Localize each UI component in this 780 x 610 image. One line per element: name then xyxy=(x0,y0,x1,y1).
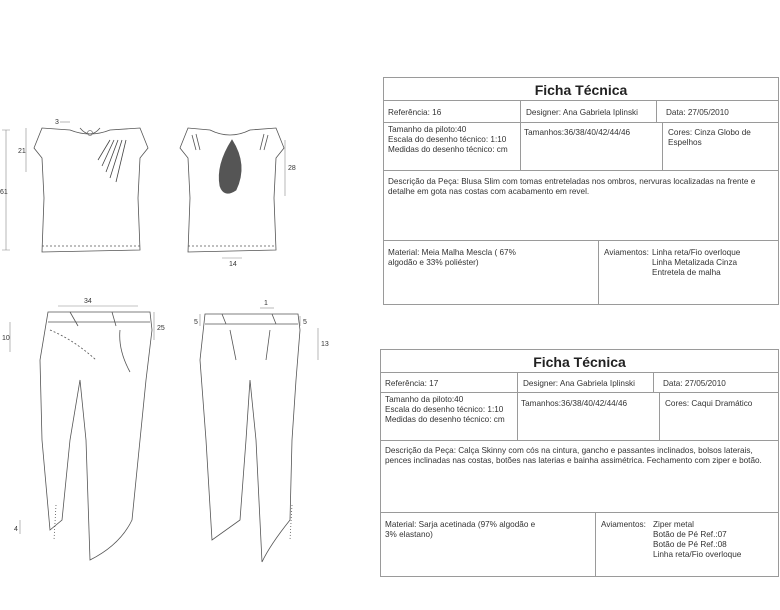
date-field: Data: 27/05/2010 xyxy=(666,108,729,117)
sheet-title: Ficha Técnica xyxy=(534,82,628,98)
measurement-pants-waist: 34 xyxy=(84,298,92,305)
blouse-back-drawing xyxy=(180,128,284,252)
measurement-blouse-length: 61 xyxy=(0,189,8,196)
measurement-pants-hip: 25 xyxy=(157,325,165,332)
tech-sheet-2 xyxy=(380,349,779,577)
sheet-title: Ficha Técnica xyxy=(533,354,626,370)
colors-field: Cores: Cinza Globo de Espelhos xyxy=(668,128,751,147)
designer-field: Designer: Ana Gabriela Iplinski xyxy=(526,108,638,117)
aviamentos-field: Linha reta/Fio overloque Linha Metalizada Cinza Entretela de malha xyxy=(652,248,741,277)
specs-field: Tamanho da piloto:40 Escala do desenho técnico: 1:10 Medidas do desenho técnico: cm xyxy=(385,395,505,424)
aviamentos-field: Ziper metal Botão de Pé Ref.:07 Botão de Pé Ref.:08 Linha reta/Fio overloque xyxy=(653,520,742,559)
date-field: Data: 27/05/2010 xyxy=(663,379,726,388)
reference-field: Referência: 16 xyxy=(388,108,442,117)
measurement-pants-hem: 4 xyxy=(14,526,18,533)
measurement-pants-back-right: 5 xyxy=(303,319,307,326)
measurement-pants-back-waist: 5 xyxy=(194,319,198,326)
pants-front-drawing xyxy=(40,312,152,560)
measurement-blouse-back-drop: 28 xyxy=(288,165,296,172)
description-field: Descrição da Peça: Calça Skinny com cós na cintura, gancho e passantes inclinados, bolsos laterais, pences inclinadas nas costas, botões nas laterias e bainha assimétrica. Fechamento com ziper e botão. xyxy=(385,446,762,465)
measurement-blouse-shoulder: 21 xyxy=(18,148,26,155)
reference-field: Referência: 17 xyxy=(385,379,439,388)
pants-back-drawing xyxy=(200,314,300,562)
material-field: Material: Sarja acetinada (97% algodão e 3% elastano) xyxy=(385,520,536,539)
sizes-field: Tamanhos:36/38/40/42/44/46 xyxy=(521,399,628,408)
description-field: Descrição da Peça: Blusa Slim com tomas entreteladas nos ombros, nervuras localizadas na frente e detalhe em gota nas costas com acabamento em revel. xyxy=(388,177,756,196)
aviamentos-label: Aviamentos: xyxy=(601,520,646,529)
measurement-blouse-neck: 3 xyxy=(55,119,59,126)
measurement-blouse-back-hem: 14 xyxy=(229,261,237,268)
measurement-pants-side: 10 xyxy=(2,335,10,342)
measurement-pants-back-dart: 13 xyxy=(321,341,329,348)
colors-field: Cores: Caqui Dramático xyxy=(665,399,753,408)
sizes-field: Tamanhos:36/38/40/42/44/46 xyxy=(524,128,631,137)
specs-field: Tamanho da piloto:40 Escala do desenho técnico: 1:10 Medidas do desenho técnico: cm xyxy=(388,125,508,154)
measurement-pants-back-loop: 1 xyxy=(264,300,268,307)
technical-drawings xyxy=(0,0,380,610)
designer-field: Designer: Ana Gabriela Iplinski xyxy=(523,379,635,388)
blouse-front-drawing xyxy=(34,128,148,252)
tech-sheet-1 xyxy=(383,77,779,305)
material-field: Material: Meia Malha Mescla ( 67% algodão e 33% poliéster) xyxy=(388,248,516,267)
aviamentos-label: Aviamentos: xyxy=(604,248,649,257)
